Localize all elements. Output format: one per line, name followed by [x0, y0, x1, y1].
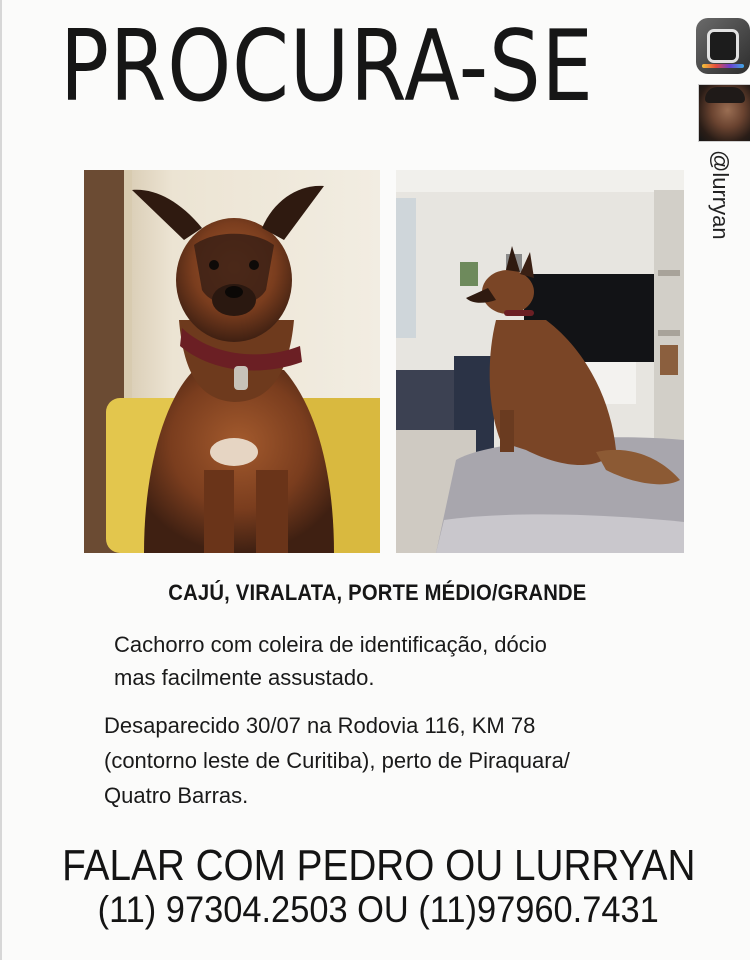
- dog-headline: CAJÚ, VIRALATA, PORTE MÉDIO/GRANDE: [168, 580, 587, 605]
- contact-names: FALAR COM PEDRO OU LURRYAN: [62, 841, 696, 890]
- avatar-hair: [705, 87, 745, 103]
- dog-description: Cachorro com coleira de identificação, dócio mas facilmente assustado.: [114, 632, 547, 690]
- instagram-handle[interactable]: @lurryan: [708, 150, 733, 240]
- poster-title: PROCURA-SE: [60, 10, 594, 124]
- photo-dog-front: [84, 170, 380, 553]
- avatar[interactable]: [698, 84, 750, 142]
- dog-couch-illustration: [396, 170, 684, 553]
- dog-front-illustration: [84, 170, 380, 553]
- repost-icon[interactable]: [696, 18, 750, 74]
- photo-dog-couch: [396, 170, 684, 553]
- repost-icon-frame: [707, 29, 739, 63]
- contact-phones[interactable]: (11) 97304.2503 OU (11)97960.7431: [97, 889, 659, 930]
- missing-location: Desaparecido 30/07 na Rodovia 116, KM 78 (contorno leste de Curitiba), perto de Piraquara/ Quatro Barras.: [104, 713, 570, 808]
- repost-icon-rainbow-bar: [702, 64, 744, 68]
